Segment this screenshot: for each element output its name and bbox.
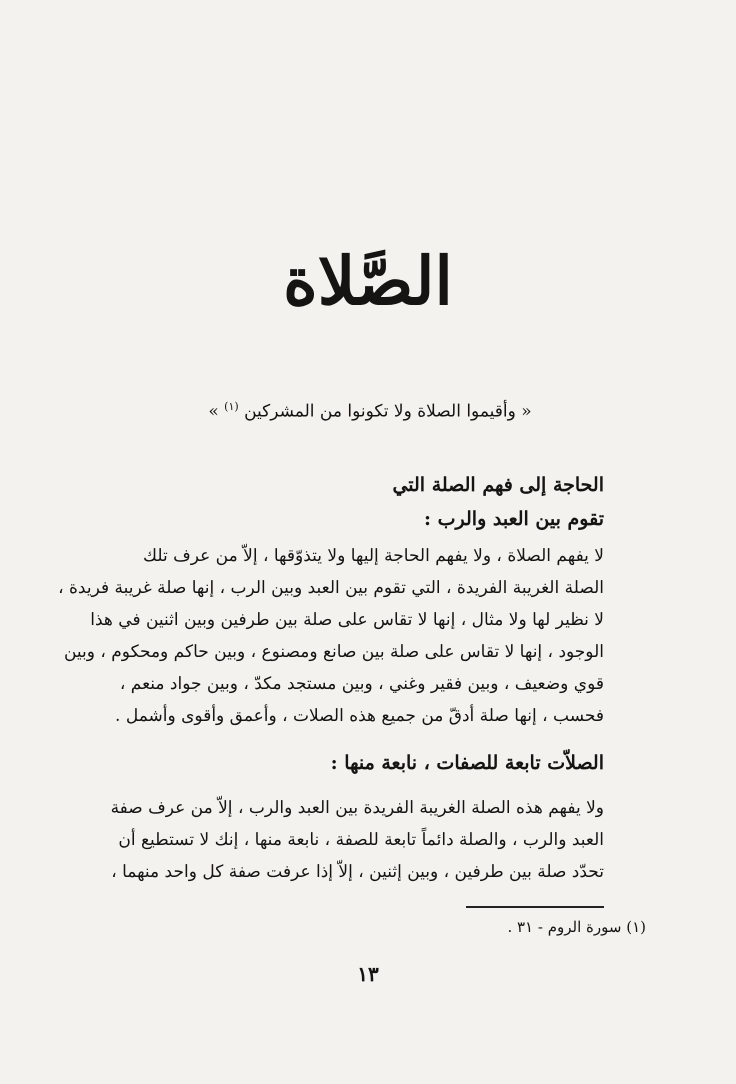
paragraph-1 bbox=[58, 540, 604, 732]
section-heading-2: الصلاّت تابعة للصفات ، نابعة منها : bbox=[330, 752, 604, 774]
paragraph-line: لا نظير لها ولا مثال ، إنها لا تقاس على صلة بين طرفين وبين اثنين في هذا bbox=[90, 610, 604, 630]
quran-epigraph bbox=[150, 400, 590, 422]
paragraph-line: العبد والرب ، والصلة دائماً تابعة للصفة ، نابعة منها ، إنك لا تستطيع أن bbox=[118, 830, 604, 850]
epigraph-close: » bbox=[208, 401, 219, 422]
paragraph-2 bbox=[110, 792, 604, 888]
epigraph-text: « وأقيموا الصلاة ولا تكونوا من المشركين bbox=[244, 401, 532, 422]
paragraph-line: تحدّد صلة بين طرفين ، وبين إثنين ، إلاّ إذا عرفت صفة كل واحد منهما ، bbox=[111, 862, 604, 882]
section-heading-1-line1: الحاجة إلى فهم الصلة التي bbox=[392, 474, 604, 496]
epigraph-footnote-ref: (١) bbox=[224, 400, 239, 413]
section-heading-1-line2: تقوم بين العبد والرب : bbox=[424, 508, 604, 530]
paragraph-line: الصلة الغريبة الفريدة ، التي تقوم بين العبد وبين الرب ، إنها صلة غريبة فريدة ، bbox=[58, 578, 604, 598]
paragraph-line: قوي وضعيف ، وبين فقير وغني ، وبين مستجد مكدّ ، وبين جواد منعم ، bbox=[119, 674, 604, 694]
paragraph-line: لا يفهم الصلاة ، ولا يفهم الحاجة إليها ولا يتذوّقها ، إلاّ من عرف تلك bbox=[143, 546, 604, 566]
footnote: (١) سورة الروم - ٣١ . bbox=[507, 918, 646, 936]
footnote-divider bbox=[466, 906, 604, 908]
paragraph-line: فحسب ، إنها صلة أدقّ من جميع هذه الصلات ، وأعمق وأقوى وأشمل . bbox=[115, 706, 604, 726]
page-number: ١٣ bbox=[357, 962, 379, 986]
paragraph-line: ولا يفهم هذه الصلة الغريبة الفريدة بين العبد والرب ، إلاّ من عرف صفة bbox=[110, 798, 604, 818]
chapter-title: الصَّلاة bbox=[283, 242, 453, 320]
paragraph-line: الوجود ، إنها لا تقاس على صلة بين صانع ومصنوع ، وبين حاكم ومحكوم ، وبين bbox=[63, 642, 604, 662]
